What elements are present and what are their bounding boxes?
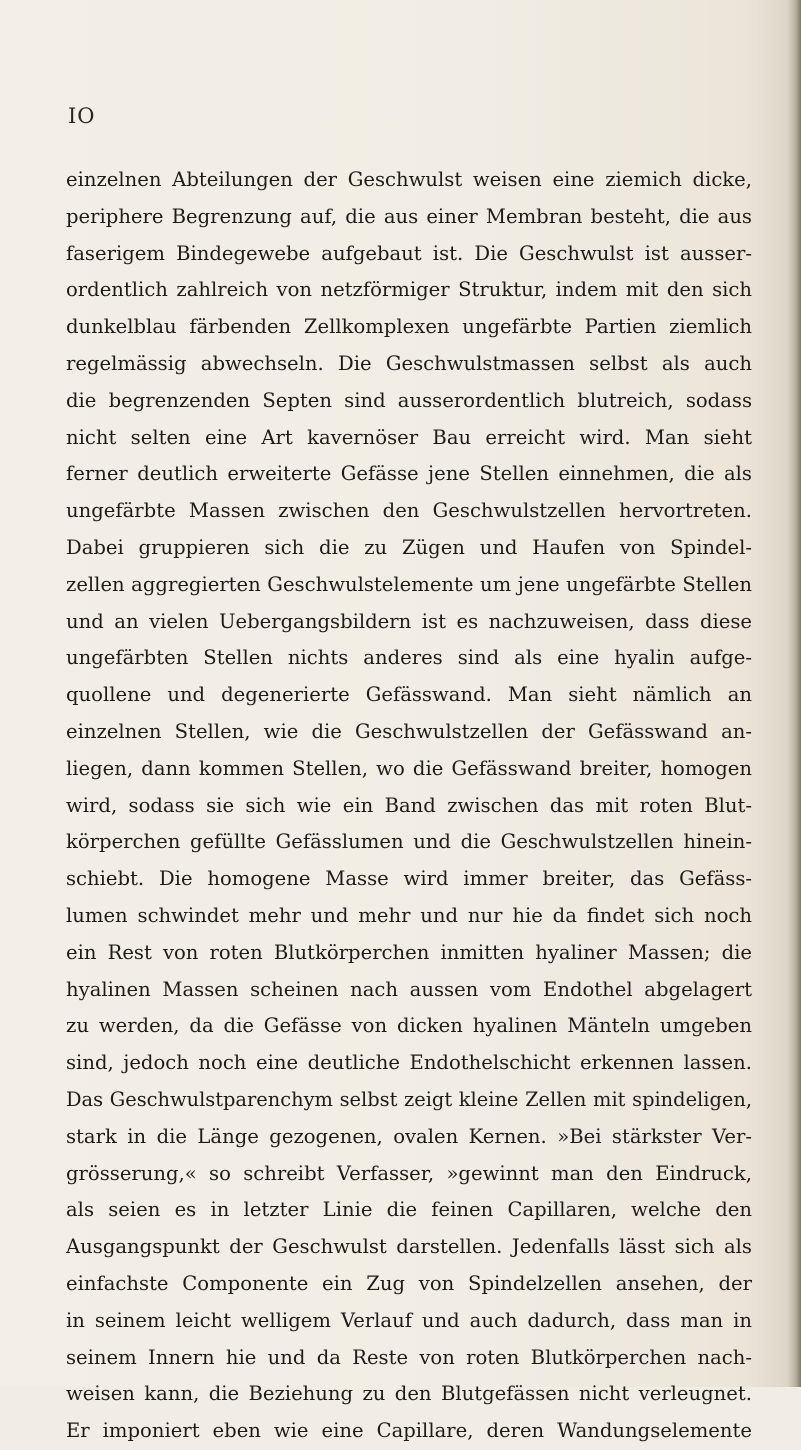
text-line: schiebt. Die homogene Masse wird immer breiter, das Gefäss- <box>66 867 752 891</box>
text-line: sind, jedoch noch eine deutliche Endothelschicht erkennen lassen. <box>66 1051 752 1075</box>
text-line: regelmässig abwechseln. Die Geschwulstmassen selbst als auch <box>66 351 752 375</box>
text-line: periphere Begrenzung auf, die aus einer Membran besteht, die aus <box>66 204 752 228</box>
text-line: hyalinen Massen scheinen nach aussen vom Endothel abgelagert <box>66 977 752 1001</box>
text-line: ungefärbte Massen zwischen den Geschwulstzellen hervortreten. <box>66 499 752 523</box>
text-line: Dabei gruppieren sich die zu Zügen und Haufen von Spindel- <box>66 535 752 559</box>
text-line: stark in die Länge gezogenen, ovalen Kernen. »Bei stärkster Ver- <box>66 1124 752 1148</box>
body-text <box>66 162 752 1450</box>
text-line: ordentlich zahlreich von netzförmiger Struktur, indem mit den sich <box>66 278 752 302</box>
page-edge-shadow <box>787 0 801 1387</box>
text-line: dunkelblau färbenden Zellkomplexen ungefärbte Partien ziemlich <box>66 315 752 339</box>
text-line: weisen kann, die Beziehung zu den Blutgefässen nicht verleugnet. <box>66 1382 752 1406</box>
text-line: lumen schwindet mehr und mehr und nur hie da findet sich noch <box>66 903 752 927</box>
text-line: nicht selten eine Art kavernöser Bau erreicht wird. Man sieht <box>66 425 752 449</box>
text-line: in seinem leicht welligem Verlauf und auch dadurch, dass man in <box>66 1308 752 1332</box>
text-line: wird, sodass sie sich wie ein Band zwischen das mit roten Blut- <box>66 793 752 817</box>
text-line: ungefärbten Stellen nichts anderes sind als eine hyalin aufge- <box>66 646 752 670</box>
text-line: einzelnen Stellen, wie die Geschwulstzellen der Gefässwand an- <box>66 719 752 743</box>
text-line: Ausgangspunkt der Geschwulst darstellen. Jedenfalls lässt sich als <box>66 1235 752 1259</box>
text-line: liegen, dann kommen Stellen, wo die Gefässwand breiter, homogen <box>66 756 752 780</box>
text-line: grösserung,« so schreibt Verfasser, »gewinnt man den Eindruck, <box>66 1161 752 1185</box>
page-number: IO <box>68 104 96 128</box>
text-line: ein Rest von roten Blutkörperchen inmitten hyaliner Massen; die <box>66 940 752 964</box>
text-line: die begrenzenden Septen sind ausserordentlich blutreich, sodass <box>66 388 752 412</box>
text-line: seinem Innern hie und da Reste von roten Blutkörperchen nach- <box>66 1345 752 1369</box>
text-line: als seien es in letzter Linie die feinen Capillaren, welche den <box>66 1198 752 1222</box>
text-line: zu werden, da die Gefässe von dicken hyalinen Mänteln umgeben <box>66 1014 752 1038</box>
text-line: Er imponiert eben wie eine Capillare, deren Wandungselemente <box>66 1419 752 1443</box>
text-line: körperchen gefüllte Gefässlumen und die Geschwulstzellen hinein- <box>66 830 752 854</box>
text-line: faserigem Bindegewebe aufgebaut ist. Die Geschwulst ist ausser- <box>66 241 752 265</box>
text-line: einfachste Componente ein Zug von Spindelzellen ansehen, der <box>66 1271 752 1295</box>
text-line: Das Geschwulstparenchym selbst zeigt kleine Zellen mit spindeligen, <box>66 1087 752 1111</box>
text-line: zellen aggregierten Geschwulstelemente um jene ungefärbte Stellen <box>66 572 752 596</box>
text-line: und an vielen Uebergangsbildern ist es nachzuweisen, dass diese <box>66 609 752 633</box>
text-line: einzelnen Abteilungen der Geschwulst weisen eine ziemich dicke, <box>66 168 752 191</box>
text-line: ferner deutlich erweiterte Gefässe jene Stellen einnehmen, die als <box>66 462 752 486</box>
text-line: quollene und degenerierte Gefässwand. Man sieht nämlich an <box>66 683 752 707</box>
